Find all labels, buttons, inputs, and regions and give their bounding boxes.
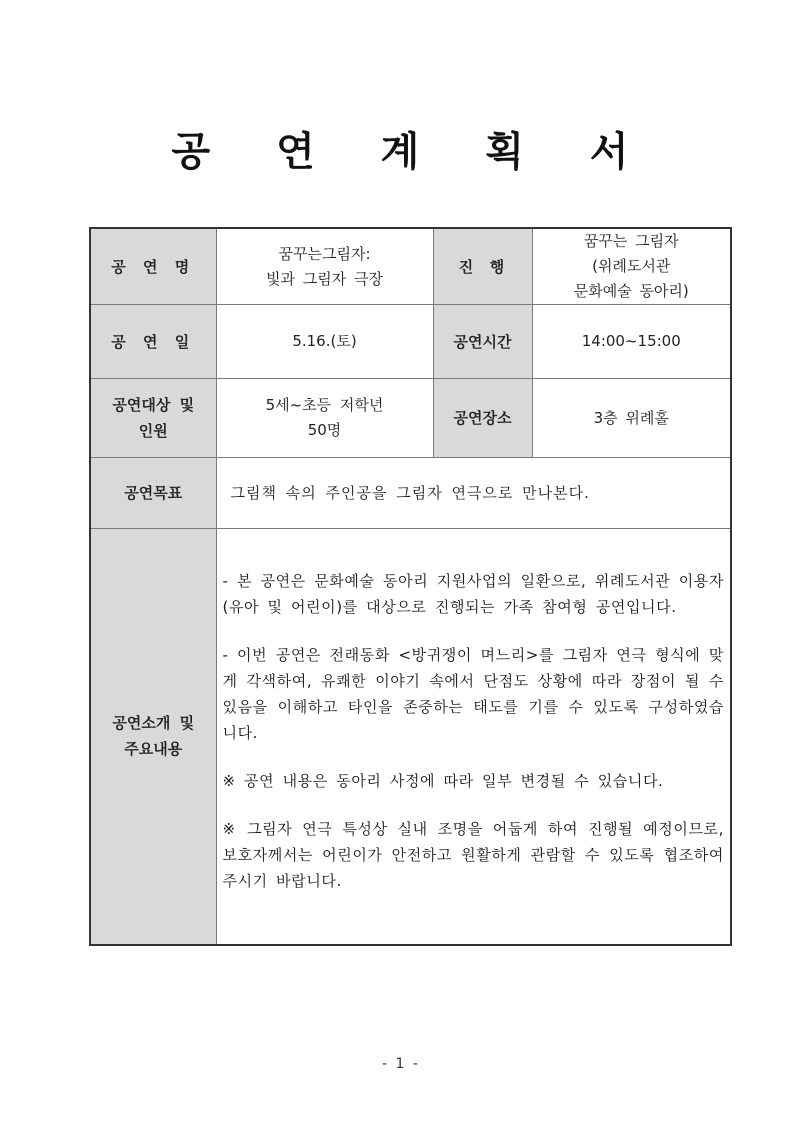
performance-plan-table (89, 227, 732, 946)
intro-note-2: ※ 그림자 연극 특성상 실내 조명을 어둡게 하여 진행될 예정이므로, 보호자께서는 어린이가 안전하고 원활하게 관람할 수 있도록 협조하여 주시기 바랍니다. (222, 820, 724, 890)
organizer-line3: 문화예술 동아리) (573, 282, 689, 300)
value-audience (216, 379, 433, 458)
audience-line1: 5세~초등 저학년 (265, 396, 384, 414)
intro-paragraph-2: - 이번 공연은 전래동화 <방귀쟁이 며느리>를 그림자 연극 형식에 맞게 각색하여, 유쾌한 이야기 속에서 단점도 상황에 따라 장점이 될 수 있음을 이해하고 타인을 존중하는 태도를 기를 수 있도록 구성하였습니다. (222, 646, 724, 742)
table-row-introduction (90, 529, 731, 945)
intro-note-1: ※ 공연 내용은 동아리 사정에 따라 일부 변경될 수 있습니다. (222, 772, 664, 790)
value-organizer (532, 228, 731, 305)
value-venue: 3층 위례홀 (532, 379, 731, 458)
organizer-line1: 꿈꾸는 그림자 (583, 232, 679, 250)
introduction-label-line2: 주요내용 (124, 740, 183, 759)
value-performance-date: 5.16.(토) (216, 305, 433, 379)
label-performance-date: 공 연 일 (90, 305, 216, 379)
audience-label-line1: 공연대상 및 (112, 396, 195, 414)
table-row-audience (90, 379, 731, 458)
label-venue: 공연장소 (433, 379, 532, 458)
label-performance-time: 공연시간 (433, 305, 532, 379)
label-introduction (90, 529, 216, 945)
table-row-performance-date (90, 305, 731, 379)
label-performance-name: 공 연 명 (90, 228, 216, 305)
audience-label-line2: 인원 (138, 422, 168, 440)
value-performance-name (216, 228, 433, 305)
label-goal: 공연목표 (90, 458, 216, 529)
value-introduction (216, 529, 731, 945)
page-number: - 1 - (382, 1056, 418, 1072)
page-title: 공 연 계 획 서 (171, 129, 655, 175)
introduction-label-line1: 공연소개 및 (112, 714, 195, 733)
audience-line2: 50명 (307, 421, 342, 439)
value-goal: 그림책 속의 주인공을 그림자 연극으로 만나본다. (216, 458, 731, 529)
table-row-performance-name (90, 228, 731, 305)
label-audience (90, 379, 216, 458)
intro-paragraph-1: - 본 공연은 문화예술 동아리 지원사업의 일환으로, 위례도서관 이용자(유아 및 어린이)를 대상으로 진행되는 가족 참여형 공연입니다. (222, 572, 724, 616)
organizer-line2: (위례도서관 (592, 257, 671, 275)
label-organizer: 진 행 (433, 228, 532, 305)
performance-name-line2: 빛과 그림자 극장 (266, 269, 383, 288)
table-row-goal (90, 458, 731, 529)
performance-name-line1: 꿈꾸는그림자: (278, 244, 371, 263)
value-performance-time: 14:00~15:00 (532, 305, 731, 379)
